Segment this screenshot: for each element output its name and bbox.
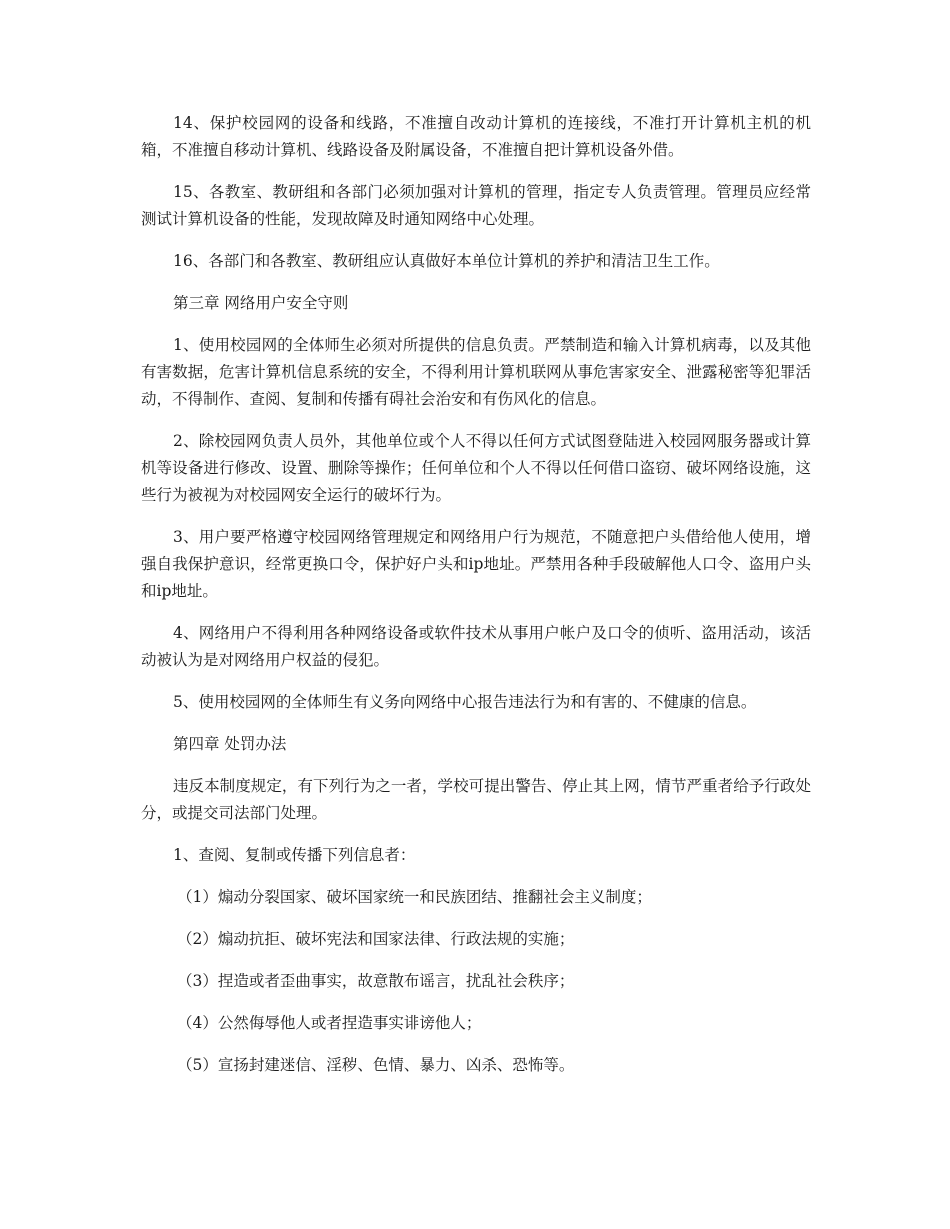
paragraph-rule-14: 14、保护校园网的设备和线路，不准擅自改动计算机的连接线，不准打开计算机主机的机箱，不准擅自移动计算机、线路设备及附属设备，不准擅自把计算机设备外借。 <box>141 114 811 159</box>
penalty-item-1: 1、查阅、复制或传播下列信息者： <box>173 846 416 864</box>
paragraph-user-rule-1: 1、使用校园网的全体师生必须对所提供的信息负责。严禁制造和输入计算机病毒，以及其他有害数据，危害计算机信息系统的安全，不得利用计算机联网从事危害家安全、泄露秘密等犯罪活动，不得制作、查阅、复制和传播有碍社会治安和有伤风化的信息。 <box>141 336 811 408</box>
paragraph-user-rule-4: 4、网络用户不得利用各种网络设备或软件技术从事用户帐户及口令的侦听、盗用活动，该活动被认为是对网络用户权益的侵犯。 <box>141 624 811 669</box>
paragraph-user-rule-3: 3、用户要严格遵守校园网络管理规定和网络用户行为规范，不随意把户头借给他人使用，增强自我保护意识，经常更换口令，保护好户头和ip地址。严禁用各种手段破解他人口令、盗用户头和ip地址。 <box>141 528 811 600</box>
penalty-subitem-2: （2）煽动抗拒、破坏宪法和国家法律、行政法规的实施； <box>177 930 575 948</box>
paragraph-rule-15: 15、各教室、教研组和各部门必须加强对计算机的管理，指定专人负责管理。管理员应经常测试计算机设备的性能，发现故障及时通知网络中心处理。 <box>141 183 811 228</box>
penalty-subitem-4: （4）公然侮辱他人或者捏造事实诽谤他人； <box>177 1014 482 1032</box>
document-body <box>141 110 811 1094</box>
paragraph-user-rule-2: 2、除校园网负责人员外，其他单位或个人不得以任何方式试图登陆进入校园网服务器或计算机等设备进行修改、设置、删除等操作；任何单位和个人不得以任何借口盗窃、破坏网络设施，这些行为被视为对校园网安全运行的破坏行为。 <box>141 432 811 504</box>
chapter-4-heading: 第四章 处罚办法 <box>173 735 287 753</box>
paragraph-penalty-intro: 违反本制度规定，有下列行为之一者，学校可提出警告、停止其上网，情节严重者给予行政处分，或提交司法部门处理。 <box>141 777 811 822</box>
penalty-subitem-1: （1）煽动分裂国家、破坏国家统一和民族团结、推翻社会主义制度； <box>177 888 652 906</box>
chapter-3-heading: 第三章 网络用户安全守则 <box>173 294 349 312</box>
paragraph-user-rule-5: 5、使用校园网的全体师生有义务向网络中心报告违法行为和有害的、不健康的信息。 <box>173 693 757 711</box>
penalty-subitem-3: （3）捏造或者歪曲事实，故意散布谣言，扰乱社会秩序； <box>177 972 575 990</box>
penalty-subitem-5: （5）宣扬封建迷信、淫秽、色情、暴力、凶杀、恐怖等。 <box>177 1056 575 1074</box>
paragraph-rule-16: 16、各部门和各教室、教研组应认真做好本单位计算机的养护和清洁卫生工作。 <box>173 252 720 270</box>
